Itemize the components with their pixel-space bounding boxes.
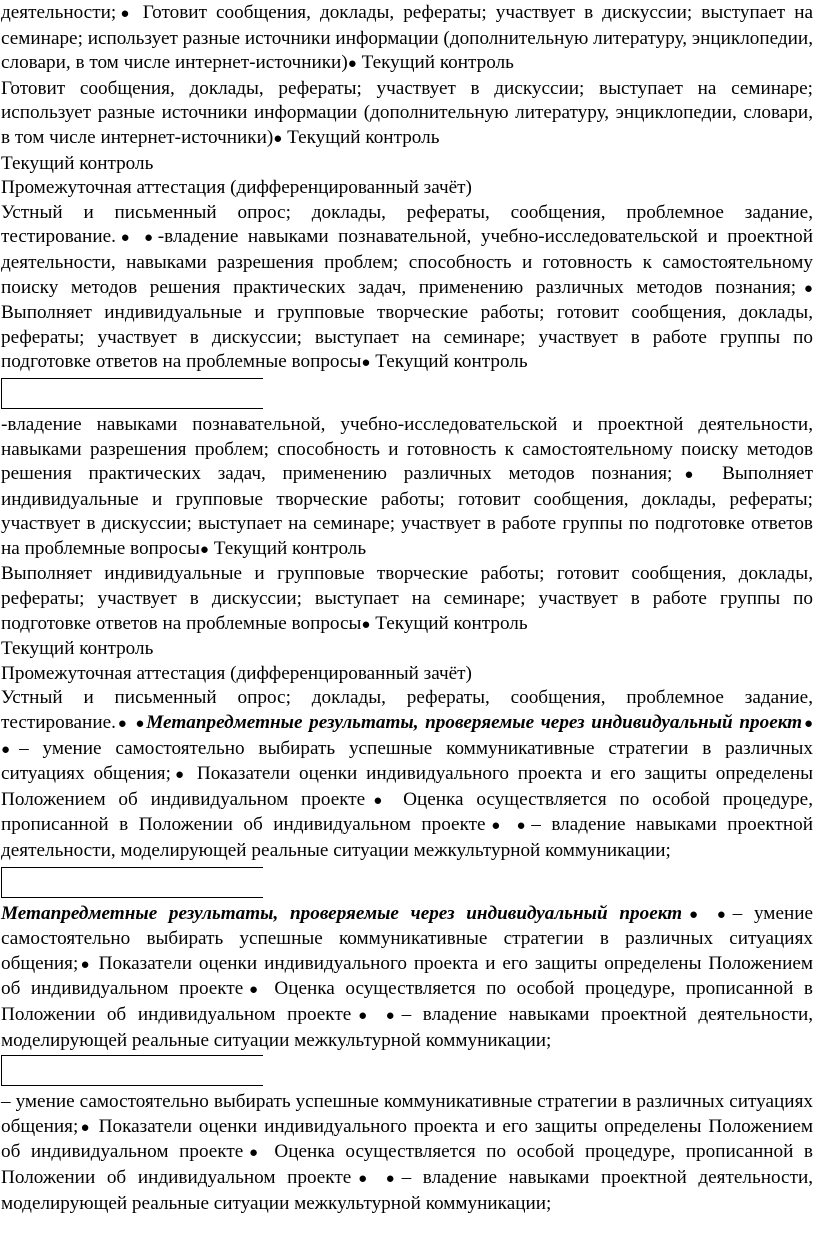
text-run: Текущий контроль: [356, 52, 514, 74]
bullet-icon: ●: [385, 1170, 402, 1187]
text-run: Оценка осуществляется по особой процедуре, прописанной в Положении об индивидуальном проекте: [1, 788, 813, 836]
bullet-icon: ●: [385, 1007, 402, 1024]
text-run: деятельности;: [1, 2, 117, 23]
text-run: Оценка осуществляется по особой процедуре, прописанной в Положении об индивидуальном проекте: [1, 978, 813, 1025]
text-run: – владение навыками проектной деятельности, моделирующей реальные ситуации межкультурной коммуникации;: [1, 814, 814, 861]
text-run: – умение самостоятельно выбирать успешные коммуникативные стратегии в различных ситуациях общения;: [1, 737, 814, 785]
text-run: Готовит сообщения, доклады, рефераты; участвует в дискуссии; выступает на семинаре; использует разные источники информации (дополнительную литературу, энциклопедии, словари, в том числе интернет-источники): [1, 77, 813, 148]
empty-table-cell: [1, 867, 263, 898]
text-run: -владение навыками познавательной, учебно-исследовательской и проектной деятельности, навыками разрешения проблем; способность и готовность к самостоятельному поиску методов решения практических задач, применению различных методов познания;: [1, 226, 814, 298]
bullet-icon: ●: [347, 56, 357, 73]
bullet-icon: ●: [243, 1145, 264, 1162]
paragraph-2: [1, 77, 813, 152]
bullet-icon: ●: [116, 6, 134, 22]
bullet-icon: ●: [1, 741, 20, 758]
paragraph-6: [1, 413, 813, 563]
bullet-icon: ●: [365, 792, 391, 809]
bullet-icon: ●: [143, 230, 158, 247]
text-run: Готовит сообщения, доклады, рефераты; участвует в дискуссии; выступает на семинаре; использует разные источники информации (дополнительную литературу, энциклопедии, словари, в том числе интернет-источники): [1, 2, 813, 74]
paragraph-5: [1, 201, 813, 376]
bullet-icon: ●: [361, 616, 371, 633]
bullet-icon: ●: [485, 818, 506, 835]
paragraph-10: [1, 686, 813, 863]
text-run: Текущий контроль: [208, 537, 367, 559]
paragraph-9: Промежуточная аттестация (дифференцированный зачёт): [1, 662, 472, 684]
text-run: – владение навыками проектной деятельности, моделирующей реальные ситуации межкультурной коммуникации;: [1, 1003, 814, 1051]
text-run: Выполняет индивидуальные и групповые творческие работы; готовит сообщения, доклады, рефераты; участвует в дискуссии; выступает на семинаре; участвует в работе группы по подготовке ответов на проблемные вопросы: [1, 463, 814, 559]
text-run: – умение самостоятельно выбирать успешные коммуникативные стратегии в различных ситуациях общения;: [1, 902, 814, 974]
empty-table-cell: [1, 378, 263, 409]
text-run: Текущий контроль: [370, 612, 528, 634]
text-run: Показатели оценки индивидуального проекта и его защиты определены Положением об индивидуальном проекте: [1, 1115, 813, 1163]
text-run: Устный и письменный опрос; доклады, рефераты, сообщения, проблемное задание, тестирование.: [1, 687, 813, 734]
bullet-icon: ●: [802, 716, 814, 733]
bullet-icon: ●: [170, 767, 189, 784]
text-run: Текущий контроль: [282, 126, 440, 148]
paragraph-4: Промежуточная аттестация (дифференцированный зачёт): [1, 177, 472, 199]
empty-table-cell: [1, 1055, 263, 1086]
bullet-icon: ●: [716, 906, 733, 923]
text-run: Показатели оценки индивидуального проекта и его защиты определены Положением об индивидуальном проекте: [1, 952, 813, 1000]
section-heading: Метапредметные результаты, проверяемые через индивидуальный проект: [1, 902, 683, 924]
text-run: -владение навыками познавательной, учебно-исследовательской и проектной деятельности, навыками разрешения проблем; способность и готовность к самостоятельному поиску методов решения практических задач, применению различных методов познания;: [1, 413, 813, 485]
bullet-icon: ●: [351, 1170, 375, 1187]
text-run: – умение самостоятельно выбирать успешные коммуникативные стратегии в различных ситуациях общения;: [1, 1091, 813, 1137]
bullet-icon: ●: [672, 467, 706, 484]
paragraph-11: [1, 902, 813, 1054]
bullet-icon: ●: [682, 906, 705, 923]
text-run: Показатели оценки индивидуального проекта и его защиты определены Положением об индивидуальном проекте: [1, 763, 813, 810]
text-run: Выполняет индивидуальные и групповые творческие работы; готовит сообщения, доклады, рефераты; участвует в дискуссии; выступает на семинаре; участвует в работе группы по подготовке ответов на проблемные вопросы: [1, 563, 813, 634]
bullet-icon: ●: [516, 818, 532, 835]
paragraph-3: Текущий контроль: [1, 152, 154, 174]
text-run: Выполняет индивидуальные и групповые творческие работы; готовит сообщения, доклады, рефераты; участвует в дискуссии; выступает на семинаре; участвует в работе группы по подготовке ответов на проблемные вопросы: [1, 302, 813, 373]
text-run: Устный и письменный опрос; доклады, рефераты, сообщения, проблемное задание, тестирование.: [1, 201, 813, 248]
bullet-icon: ●: [796, 280, 813, 297]
text-run: Оценка осуществляется по особой процедуре, прописанной в Положении об индивидуальном проекте: [1, 1141, 813, 1188]
text-run: – владение навыками проектной деятельности, моделирующей реальные ситуации межкультурной коммуникации;: [1, 1166, 814, 1214]
bullet-icon: ●: [78, 956, 92, 973]
bullet-icon: ●: [115, 230, 135, 247]
section-heading: Метапредметные результаты, проверяемые через индивидуальный проект: [146, 712, 803, 734]
paragraph-8: Текущий контроль: [1, 638, 154, 660]
bullet-icon: ●: [199, 541, 209, 558]
paragraph-12: [1, 1090, 813, 1216]
bullet-icon: ●: [115, 716, 129, 733]
text-run: Текущий контроль: [370, 351, 528, 373]
bullet-icon: ●: [135, 716, 147, 733]
bullet-icon: ●: [243, 982, 264, 999]
paragraph-1: [1, 1, 813, 77]
bullet-icon: ●: [78, 1119, 92, 1136]
bullet-icon: ●: [273, 130, 283, 147]
bullet-icon: ●: [361, 355, 371, 372]
paragraph-7: [1, 562, 813, 637]
bullet-icon: ●: [351, 1007, 375, 1024]
